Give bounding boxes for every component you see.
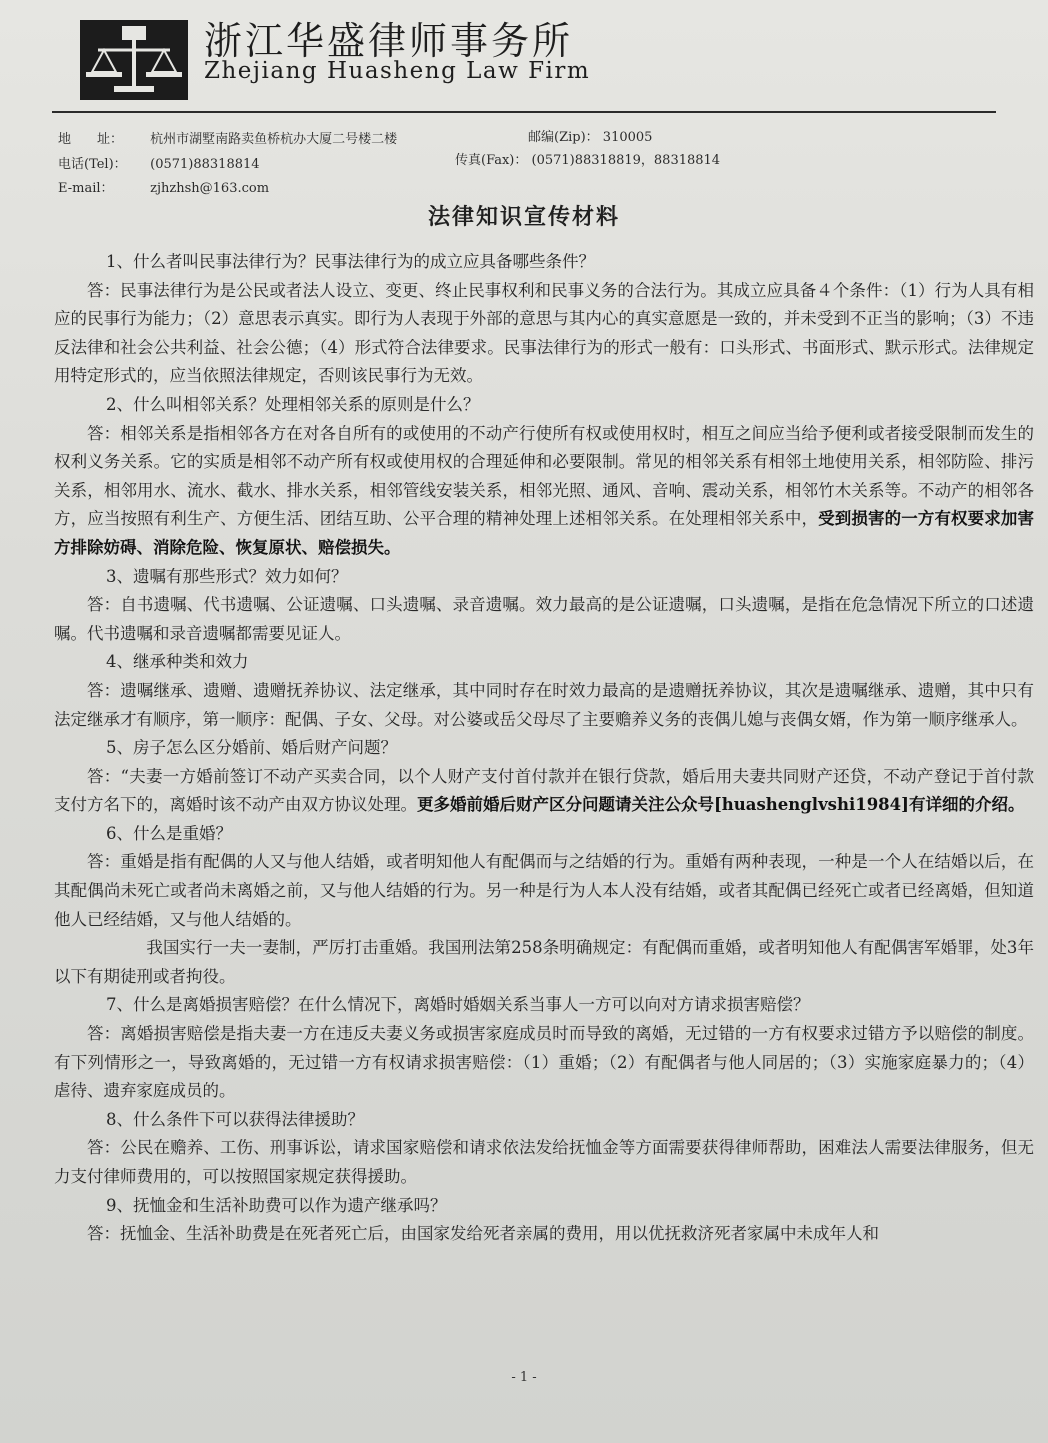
answer-9: 答：抚恤金、生活补助费是在死者死亡后，由国家发给死者亲属的费用，用以优抚救济死者家属中未成年人和 bbox=[87, 1224, 879, 1244]
zip-value: 310005 bbox=[602, 130, 653, 145]
question-9: 9、抚恤金和生活补助费可以作为遗产继承吗？ bbox=[106, 1195, 447, 1215]
answer-1: 答：民事法律行为是公民或者法人设立、变更、终止民事权利和民事义务的合法行为。其成立应具备４个条件：（1）行为人具有相应的民事行为能力；（2）意思表示真实。即行为人表现于外部的意思与其内心的真实意愿是一致的，并未受到不正当的影响；（3）不违反法律和社会公共利益、社会公德；（4）形式符合法律要求。民事法律行为的形式一般有：口头形式、书面形式、默示形式。法律规定用特定形式的，应当依照法律规定，否则该民事行为无效。 bbox=[54, 280, 1034, 386]
scales-of-justice-icon bbox=[80, 20, 188, 100]
fax-value: (0571)88318819，88318814 bbox=[531, 153, 721, 168]
question-1: 1、什么者叫民事法律行为？民事法律行为的成立应具备哪些条件？ bbox=[106, 252, 595, 271]
answer-3: 答：自书遗嘱、代书遗嘱、公证遗嘱、口头遗嘱、录音遗嘱。效力最高的是公证遗嘱，口头遗嘱，是指在危急情况下所立的口述遗嘱。代书遗嘱和录音遗嘱都需要见证人。 bbox=[54, 595, 1034, 643]
fax-label: 传真(Fax)： bbox=[455, 153, 528, 168]
question-6: 6、什么是重婚？ bbox=[106, 823, 232, 843]
firm-logo bbox=[80, 20, 188, 100]
answer-8: 答：公民在赡养、工伤、刑事诉讼，请求国家赔偿和请求依法发给抚恤金等方面需要获得律师帮助，困难法人需要法律服务，但无力支付律师费用的，可以按照国家规定获得援助。 bbox=[54, 1138, 1034, 1186]
tel-label: 电话(Tel)： bbox=[58, 157, 127, 172]
email-label: E-mail： bbox=[58, 181, 114, 196]
question-7: 7、什么是离婚损害赔偿？在什么情况下，离婚时婚姻关系当事人一方可以向对方请求损害赔偿？ bbox=[106, 995, 810, 1015]
question-8: 8、什么条件下可以获得法律援助？ bbox=[106, 1109, 364, 1129]
answer-5-text: 答：“夫妻一方婚前签订不动产买卖合同，以个人财产支付首付款并在银行贷款，婚后用夫妻共同财产还贷，不动产登记于首付款支付方名下的，离婚时该不动产由双方协议处理。 bbox=[54, 766, 1034, 815]
address-line bbox=[58, 128, 397, 147]
firm-name-chinese: 浙江华盛律师事务所 bbox=[204, 19, 574, 63]
answer-2-emphasis: 受到损害的一方有权要求加害方排除妨碍、消除危险、恢复原状、赔偿损失。 bbox=[54, 509, 1035, 557]
page-number: - 1 - bbox=[511, 1370, 537, 1385]
answer-5 bbox=[54, 763, 1034, 820]
address-value: 杭州市湖墅南路卖鱼桥杭办大厦二号楼二楼 bbox=[150, 132, 398, 147]
question-4: 4、继承种类和效力 bbox=[106, 652, 249, 672]
tel-line bbox=[58, 153, 260, 172]
answer-5-emphasis: 更多婚前婚后财产区分问题请关注公众号[huashenglvshi1984]有详细的介绍。 bbox=[417, 795, 1025, 815]
email-value: zjhzhsh@163.com bbox=[150, 181, 270, 196]
firm-name-english: Zhejiang Huasheng Law Firm bbox=[204, 58, 591, 84]
zip-line bbox=[528, 126, 652, 145]
zip-label: 邮编(Zip)： bbox=[528, 130, 599, 145]
question-2: 2、什么叫相邻关系？处理相邻关系的原则是什么？ bbox=[106, 394, 480, 414]
answer-2 bbox=[54, 420, 1034, 563]
answer-7: 答：离婚损害赔偿是指夫妻一方在违反夫妻义务或损害家庭成员时而导致的离婚，无过错的一方有权要求过错方予以赔偿的制度。有下列情形之一，导致离婚的，无过错一方有权请求损害赔偿：（1）重婚；（2）有配偶者与他人同居的；（3）实施家庭暴力的；（4）虐待、遗弃家庭成员的。 bbox=[54, 1024, 1034, 1101]
answer-4: 答：遗嘱继承、遗赠、遗赠抚养协议、法定继承，其中同时存在时效力最高的是遗赠抚养协议，其次是遗嘱继承、遗赠，其中只有法定继承才有顺序，第一顺序：配偶、子女、父母。对公婆或岳父母尽了主要赡养义务的丧偶儿媳与丧偶女婿，作为第一顺序继承人。 bbox=[54, 680, 1034, 729]
answer-6-continued: 我国实行一夫一妻制，严厉打击重婚。我国刑法第258条明确规定：有配偶而重婚，或者明知他人有配偶害军婚罪，处3年以下有期徒刑或者拘役。 bbox=[54, 938, 1034, 986]
question-5: 5、房子怎么区分婚前、婚后财产问题？ bbox=[106, 738, 397, 758]
address-label: 地 址： bbox=[58, 132, 124, 147]
tel-value: (0571)88318814 bbox=[150, 157, 260, 172]
document-body bbox=[54, 248, 1034, 1249]
document-title: 法律知识宣传材料 bbox=[427, 204, 620, 230]
header-divider bbox=[52, 111, 996, 113]
answer-6: 答：重婚是指有配偶的人又与他人结婚，或者明知他人有配偶而与之结婚的行为。重婚有两种表现，一种是一个人在结婚以后，在其配偶尚未死亡或者尚未离婚之前，又与他人结婚的行为。另一种是行为人本人没有结婚，或者其配偶已经死亡或者已经离婚，但知道他人已经结婚，又与他人结婚的。 bbox=[54, 852, 1034, 929]
fax-line bbox=[455, 149, 720, 168]
question-3: 3、遗嘱有那些形式？效力如何？ bbox=[106, 566, 348, 586]
answer-2-text: 答：相邻关系是指相邻各方在对各自所有的或使用的不动产行使所有权或使用权时，相互之间应当给予便利或者接受限制而发生的权利义务关系。它的实质是相邻不动产所有权或使用权的合理延伸和必要限制。常见的相邻关系有相邻土地使用关系，相邻防险、排污关系，相邻用水、流水、截水、排水关系，相邻管线安装关系，相邻光照、通风、音响、震动关系，相邻竹木关系等。不动产的相邻各方，应当按照有利生产、方便生活、团结互助、公平合理的精神处理上述相邻关系。在处理相邻关系中， bbox=[54, 423, 1034, 529]
email-line bbox=[58, 177, 269, 196]
